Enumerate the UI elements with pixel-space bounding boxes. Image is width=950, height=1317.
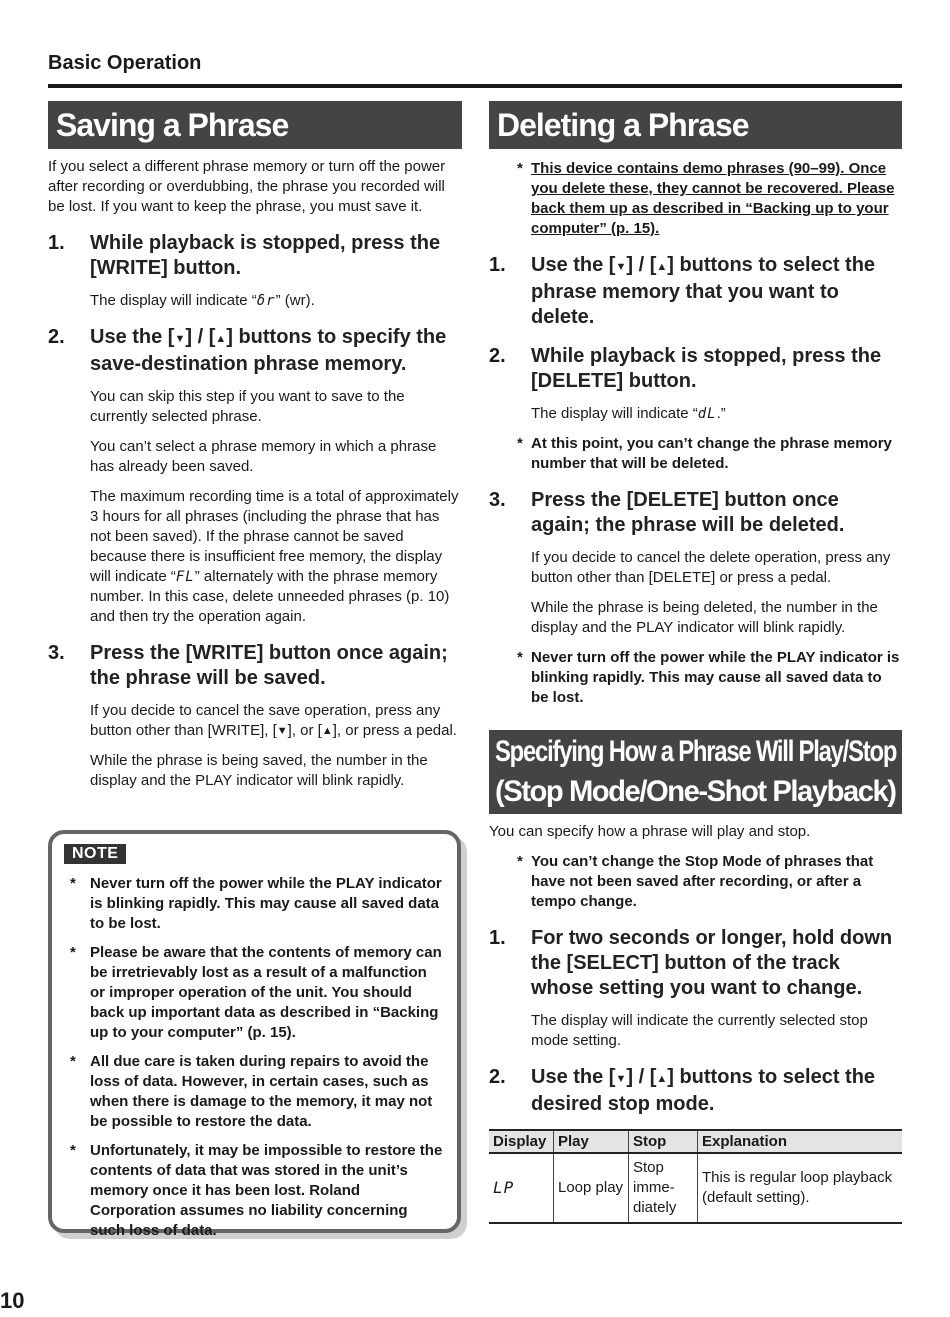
asterisk-icon: * bbox=[517, 853, 523, 870]
asterisk-icon: * bbox=[517, 649, 523, 666]
step-text bbox=[531, 253, 902, 330]
step-text-part: ] buttons to select the desired stop mode. bbox=[531, 1066, 876, 1115]
saving-step-1-detail bbox=[90, 291, 462, 311]
saving-step-2-detail-2: You can’t select a phrase memory in which a phrase has already been saved. bbox=[90, 438, 437, 475]
note-item-text: All due care is taken during repairs to avoid the loss of data. However, in certain cases, such as when there is damage to the memory, it may not be possible to restore the data. bbox=[90, 1053, 433, 1130]
table-header-play: Play bbox=[554, 1130, 629, 1153]
saving-intro: If you select a different phrase memory or turn off the power after recording or overdubbing, the phrase you recorded will be lost. If you want to keep the phrase, you must save it. bbox=[48, 158, 446, 215]
step-text-part: ] / [ bbox=[626, 1066, 657, 1088]
note-text: Never turn off the power while the PLAY indicator is blinking rapidly. This may cause all saved data to be lost. bbox=[531, 649, 900, 706]
specifying-step-1-detail: The display will indicate the currently selected stop mode setting. bbox=[531, 1012, 868, 1049]
saving-step-1 bbox=[48, 231, 462, 281]
step-number: 1. bbox=[489, 254, 506, 276]
asterisk-icon: * bbox=[70, 1142, 76, 1159]
up-arrow-icon: ▲ bbox=[215, 333, 227, 345]
step-text-part: Use the [ bbox=[531, 1066, 616, 1088]
step-number: 3. bbox=[489, 489, 506, 511]
table-cell-explanation: This is regular loop playback (default setting). bbox=[698, 1153, 903, 1223]
up-arrow-icon: ▲ bbox=[656, 1073, 668, 1085]
detail-text: .” bbox=[716, 405, 726, 422]
deleting-step-1 bbox=[489, 253, 902, 330]
saving-section-title: Saving a Phrase bbox=[48, 101, 462, 149]
note-box bbox=[48, 830, 461, 1239]
saving-step-2 bbox=[48, 325, 462, 377]
asterisk-icon: * bbox=[70, 875, 76, 892]
detail-text: ” alternately with the phrase memory number. In this case, delete unneeded phrases (p. 10) and then try the operation again. bbox=[90, 568, 450, 625]
title-line-1: Specifying How a Phrase Will Play/Stop bbox=[495, 735, 897, 768]
note-item bbox=[66, 1141, 444, 1241]
lcd-display-text: ẟr bbox=[256, 293, 276, 309]
table-cell-play: Loop play bbox=[554, 1153, 629, 1223]
step-text-part: ] / [ bbox=[185, 326, 216, 348]
step-number: 1. bbox=[489, 927, 506, 949]
step-text-part: ] buttons to select the phrase memory that you want to delete. bbox=[531, 254, 876, 328]
step-number: 2. bbox=[489, 1066, 506, 1088]
saving-step-2-detail-3 bbox=[90, 487, 462, 627]
note-item bbox=[66, 943, 444, 1043]
saving-step-3 bbox=[48, 641, 462, 691]
deleting-step-2-note bbox=[517, 434, 902, 474]
note-item bbox=[66, 1052, 444, 1132]
asterisk-icon: * bbox=[517, 160, 523, 177]
step-text: While playback is stopped, press the [DELETE] button. bbox=[531, 345, 882, 392]
deleting-step-3 bbox=[489, 488, 902, 538]
header-rule bbox=[48, 84, 902, 88]
note-text: At this point, you can’t change the phrase memory number that will be deleted. bbox=[531, 435, 892, 472]
saving-step-2-detail-1: You can skip this step if you want to save to the currently selected phrase. bbox=[90, 388, 405, 425]
asterisk-icon: * bbox=[70, 944, 76, 961]
specifying-intro: You can specify how a phrase will play and stop. bbox=[489, 823, 811, 840]
note-item-text: Please be aware that the contents of memory can be irretrievably lost as a result of a malfunction or improper operation of the unit. You should back up important data as described in “Backing up to your computer” (p. 15). bbox=[90, 944, 442, 1041]
specifying-step-2 bbox=[489, 1065, 902, 1117]
table-header-stop: Stop bbox=[629, 1130, 698, 1153]
deleting-section-title: Deleting a Phrase bbox=[489, 101, 902, 149]
note-item-text: Unfortunately, it may be impossible to restore the contents of data that was stored in the unit’s memory once it has been lost. Roland Corporation assumes no liability concerning such loss of data. bbox=[90, 1142, 443, 1239]
step-text-part: ] buttons to specify the save-destination phrase memory. bbox=[90, 326, 447, 375]
detail-text: If you decide to cancel the save operation, press any button other than [WRITE], [ bbox=[90, 702, 441, 739]
step-number: 3. bbox=[48, 642, 65, 664]
deleting-warning bbox=[517, 159, 902, 239]
specifying-note bbox=[517, 852, 902, 912]
down-arrow-icon: ▼ bbox=[174, 333, 186, 345]
step-text: Press the [DELETE] button once again; the phrase will be deleted. bbox=[531, 489, 845, 536]
saving-step-3-detail-2: While the phrase is being saved, the number in the display and the PLAY indicator will blink rapidly. bbox=[90, 752, 428, 789]
table-header-explanation: Explanation bbox=[698, 1130, 903, 1153]
step-text-part: Use the [ bbox=[90, 326, 175, 348]
step-text: For two seconds or longer, hold down the [SELECT] button of the track whose setting you want to change. bbox=[531, 927, 893, 999]
specifying-step-1 bbox=[489, 926, 902, 1001]
asterisk-icon: * bbox=[517, 435, 523, 452]
detail-text: ], or press a pedal. bbox=[332, 722, 457, 739]
specifying-section-title bbox=[489, 730, 902, 814]
deleting-step-2-detail bbox=[531, 404, 902, 424]
warning-text: This device contains demo phrases (90–99). Once you delete these, they cannot be recovered. Please back them up as described in “Backing up to your computer” (p. 15). bbox=[531, 160, 895, 237]
detail-text: ], or [ bbox=[287, 722, 322, 739]
step-text-part: ] / [ bbox=[626, 254, 657, 276]
asterisk-icon: * bbox=[70, 1053, 76, 1070]
table-header-row bbox=[489, 1130, 902, 1153]
down-arrow-icon: ▼ bbox=[615, 1073, 627, 1085]
deleting-step-3-detail-2: While the phrase is being deleted, the number in the display and the PLAY indicator will blink rapidly. bbox=[531, 599, 878, 636]
step-number: 2. bbox=[48, 326, 65, 348]
step-text: Press the [WRITE] button once again; the phrase will be saved. bbox=[90, 642, 448, 689]
detail-text: The maximum recording time is a total of approximately 3 hours for all phrases (including the phrase that has not been saved). If the phrase cannot be saved because there is insufficient free memory, the display will indicate “ bbox=[90, 488, 459, 585]
page-number: 10 bbox=[0, 1288, 25, 1313]
saving-step-3-detail-1 bbox=[90, 701, 462, 741]
note-text: You can’t change the Stop Mode of phrases that have not been saved after recording, or after a tempo change. bbox=[531, 853, 874, 910]
detail-text: The display will indicate “ bbox=[531, 405, 698, 422]
step-text-part: Use the [ bbox=[531, 254, 616, 276]
table-row bbox=[489, 1153, 902, 1223]
detail-text: ” (wr). bbox=[275, 292, 315, 309]
deleting-step-3-detail-1: If you decide to cancel the delete operation, press any button other than [DELETE] or press a pedal. bbox=[531, 549, 891, 586]
deleting-step-3-note bbox=[517, 648, 902, 708]
up-arrow-icon: ▲ bbox=[321, 725, 333, 737]
deleting-step-2 bbox=[489, 344, 902, 394]
down-arrow-icon: ▼ bbox=[615, 261, 627, 273]
lcd-display-text: FL bbox=[175, 569, 195, 585]
up-arrow-icon: ▲ bbox=[656, 261, 668, 273]
detail-text: The display will indicate “ bbox=[90, 292, 257, 309]
left-column bbox=[48, 101, 462, 791]
note-item bbox=[66, 874, 444, 934]
step-text bbox=[531, 1065, 902, 1117]
table-cell-display: LP bbox=[489, 1153, 554, 1223]
stop-mode-table bbox=[489, 1129, 902, 1224]
lcd-display-text: dL bbox=[697, 406, 717, 422]
step-text bbox=[90, 325, 462, 377]
note-label: NOTE bbox=[64, 844, 126, 864]
down-arrow-icon: ▼ bbox=[276, 725, 288, 737]
step-number: 2. bbox=[489, 345, 506, 367]
table-cell-stop: Stop imme-diately bbox=[629, 1153, 698, 1223]
page-section-header: Basic Operation bbox=[48, 52, 202, 74]
note-items bbox=[66, 874, 444, 1250]
step-number: 1. bbox=[48, 232, 65, 254]
note-item-text: Never turn off the power while the PLAY indicator is blinking rapidly. This may cause all saved data to be lost. bbox=[90, 875, 442, 932]
table-header-display: Display bbox=[489, 1130, 554, 1153]
title-line-2: (Stop Mode/One-Shot Playback) bbox=[495, 775, 896, 808]
step-text: While playback is stopped, press the [WRITE] button. bbox=[90, 232, 441, 279]
right-column bbox=[489, 101, 902, 1224]
